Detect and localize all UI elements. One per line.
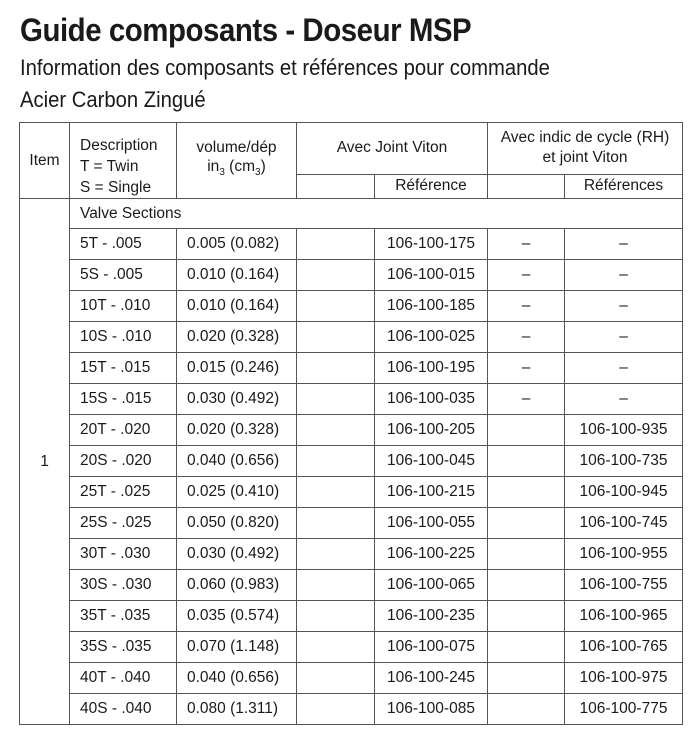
row-viton-blank — [297, 508, 375, 539]
components-table — [19, 122, 683, 725]
row-cycle-indicator — [488, 446, 565, 477]
header-description-line2: T = Twin — [80, 158, 139, 175]
row-cycle-reference: – — [565, 229, 683, 260]
row-reference: 106-100-215 — [375, 477, 488, 508]
row-cycle-indicator: – — [488, 384, 565, 415]
row-description: 15T - .015 — [70, 353, 177, 384]
table-row — [20, 477, 683, 508]
row-cycle-indicator — [488, 477, 565, 508]
row-reference: 106-100-035 — [375, 384, 488, 415]
header-volume-line2 — [177, 157, 296, 182]
row-cycle-reference: 106-100-975 — [565, 663, 683, 694]
row-description: 5S - .005 — [70, 260, 177, 291]
row-description: 35T - .035 — [70, 601, 177, 632]
row-viton-blank — [297, 539, 375, 570]
row-cycle-reference: 106-100-955 — [565, 539, 683, 570]
section-row — [20, 199, 683, 229]
row-description: 25S - .025 — [70, 508, 177, 539]
row-description: 25T - .025 — [70, 477, 177, 508]
row-cycle-reference: 106-100-755 — [565, 570, 683, 601]
header-group-cycle — [488, 123, 683, 175]
row-volume: 0.060 (0.983) — [177, 570, 297, 601]
row-volume: 0.025 (0.410) — [177, 477, 297, 508]
row-volume: 0.010 (0.164) — [177, 260, 297, 291]
row-volume: 0.040 (0.656) — [177, 446, 297, 477]
row-reference: 106-100-085 — [375, 694, 488, 725]
subheader-reference: Référence — [375, 174, 488, 198]
header-volume — [177, 123, 297, 199]
row-volume: 0.035 (0.574) — [177, 601, 297, 632]
row-viton-blank — [297, 384, 375, 415]
row-cycle-reference: 106-100-765 — [565, 632, 683, 663]
row-cycle-indicator — [488, 632, 565, 663]
row-cycle-indicator — [488, 694, 565, 725]
row-cycle-indicator: – — [488, 291, 565, 322]
header-cycle-line2: et joint Viton — [542, 149, 628, 167]
row-cycle-reference: – — [565, 260, 683, 291]
row-reference: 106-100-175 — [375, 229, 488, 260]
row-viton-blank — [297, 446, 375, 477]
row-cycle-reference: 106-100-745 — [565, 508, 683, 539]
row-description: 30S - .030 — [70, 570, 177, 601]
row-cycle-indicator: – — [488, 322, 565, 353]
table-row — [20, 694, 683, 725]
row-reference: 106-100-195 — [375, 353, 488, 384]
header-item: Item — [20, 123, 70, 199]
item-number: 1 — [20, 199, 70, 725]
row-volume: 0.080 (1.311) — [177, 694, 297, 725]
row-cycle-indicator: – — [488, 353, 565, 384]
row-viton-blank — [297, 632, 375, 663]
row-volume: 0.020 (0.328) — [177, 415, 297, 446]
header-volume-close: ) — [260, 158, 266, 176]
table-row — [20, 508, 683, 539]
row-volume: 0.030 (0.492) — [177, 384, 297, 415]
table-row — [20, 632, 683, 663]
row-description: 40T - .040 — [70, 663, 177, 694]
subheader-cycle-blank — [488, 174, 565, 198]
row-description: 5T - .005 — [70, 229, 177, 260]
section-label: Valve Sections — [70, 199, 683, 229]
header-description-line3: S = Single — [80, 179, 152, 196]
table-row — [20, 384, 683, 415]
row-cycle-reference: – — [565, 353, 683, 384]
row-viton-blank — [297, 415, 375, 446]
row-cycle-reference: – — [565, 291, 683, 322]
table-row — [20, 570, 683, 601]
subheader-viton-blank — [297, 174, 375, 198]
row-viton-blank — [297, 291, 375, 322]
row-reference: 106-100-055 — [375, 508, 488, 539]
row-cycle-indicator: – — [488, 260, 565, 291]
row-viton-blank — [297, 353, 375, 384]
row-reference: 106-100-185 — [375, 291, 488, 322]
page-title: Guide composants - Doseur MSP — [20, 12, 472, 48]
row-volume: 0.030 (0.492) — [177, 539, 297, 570]
row-volume: 0.010 (0.164) — [177, 291, 297, 322]
table-header-row — [20, 123, 683, 175]
header-description-line1: Description — [80, 137, 158, 154]
row-description: 35S - .035 — [70, 632, 177, 663]
row-cycle-indicator — [488, 601, 565, 632]
row-viton-blank — [297, 663, 375, 694]
row-cycle-reference: 106-100-965 — [565, 601, 683, 632]
row-volume: 0.015 (0.246) — [177, 353, 297, 384]
row-viton-blank — [297, 570, 375, 601]
row-cycle-reference: 106-100-775 — [565, 694, 683, 725]
row-cycle-indicator — [488, 570, 565, 601]
table-row — [20, 322, 683, 353]
row-description: 15S - .015 — [70, 384, 177, 415]
row-cycle-indicator — [488, 539, 565, 570]
row-volume: 0.005 (0.082) — [177, 229, 297, 260]
row-cycle-indicator — [488, 508, 565, 539]
row-description: 20S - .020 — [70, 446, 177, 477]
row-description: 30T - .030 — [70, 539, 177, 570]
row-reference: 106-100-045 — [375, 446, 488, 477]
row-cycle-indicator: – — [488, 229, 565, 260]
row-reference: 106-100-015 — [375, 260, 488, 291]
table-row — [20, 260, 683, 291]
row-cycle-reference: – — [565, 322, 683, 353]
row-viton-blank — [297, 229, 375, 260]
row-description: 10T - .010 — [70, 291, 177, 322]
row-reference: 106-100-245 — [375, 663, 488, 694]
row-volume: 0.040 (0.656) — [177, 663, 297, 694]
row-reference: 106-100-075 — [375, 632, 488, 663]
row-cycle-reference: 106-100-935 — [565, 415, 683, 446]
table-row — [20, 601, 683, 632]
table-row — [20, 415, 683, 446]
header-volume-unit-cm: (cm — [224, 158, 256, 176]
table-row — [20, 353, 683, 384]
row-viton-blank — [297, 477, 375, 508]
row-reference: 106-100-225 — [375, 539, 488, 570]
header-group-viton: Avec Joint Viton — [297, 123, 488, 175]
row-volume: 0.070 (1.148) — [177, 632, 297, 663]
header-volume-sub1: 3 — [219, 167, 225, 179]
table-row — [20, 539, 683, 570]
header-volume-line1: volume/dép — [196, 139, 277, 157]
table-row — [20, 291, 683, 322]
row-reference: 106-100-205 — [375, 415, 488, 446]
table-row — [20, 229, 683, 260]
table-row — [20, 663, 683, 694]
row-viton-blank — [297, 601, 375, 632]
page-subtitle: Information des composants et références pour commande — [20, 55, 550, 80]
table-row — [20, 446, 683, 477]
row-description: 20T - .020 — [70, 415, 177, 446]
row-reference: 106-100-235 — [375, 601, 488, 632]
row-description: 40S - .040 — [70, 694, 177, 725]
row-viton-blank — [297, 694, 375, 725]
material-subtitle: Acier Carbon Zingué — [20, 87, 206, 112]
header-description — [70, 123, 177, 199]
row-cycle-reference: 106-100-945 — [565, 477, 683, 508]
row-viton-blank — [297, 260, 375, 291]
header-volume-unit-in: in — [207, 158, 220, 176]
row-volume: 0.020 (0.328) — [177, 322, 297, 353]
row-volume: 0.050 (0.820) — [177, 508, 297, 539]
row-viton-blank — [297, 322, 375, 353]
row-cycle-indicator — [488, 415, 565, 446]
row-reference: 106-100-025 — [375, 322, 488, 353]
header-cycle-line1: Avec indic de cycle (RH) — [500, 129, 670, 147]
row-description: 10S - .010 — [70, 322, 177, 353]
row-reference: 106-100-065 — [375, 570, 488, 601]
row-cycle-reference: 106-100-735 — [565, 446, 683, 477]
subheader-references: Références — [565, 174, 683, 198]
row-cycle-reference: – — [565, 384, 683, 415]
header-volume-sub2: 3 — [255, 167, 261, 179]
row-cycle-indicator — [488, 663, 565, 694]
